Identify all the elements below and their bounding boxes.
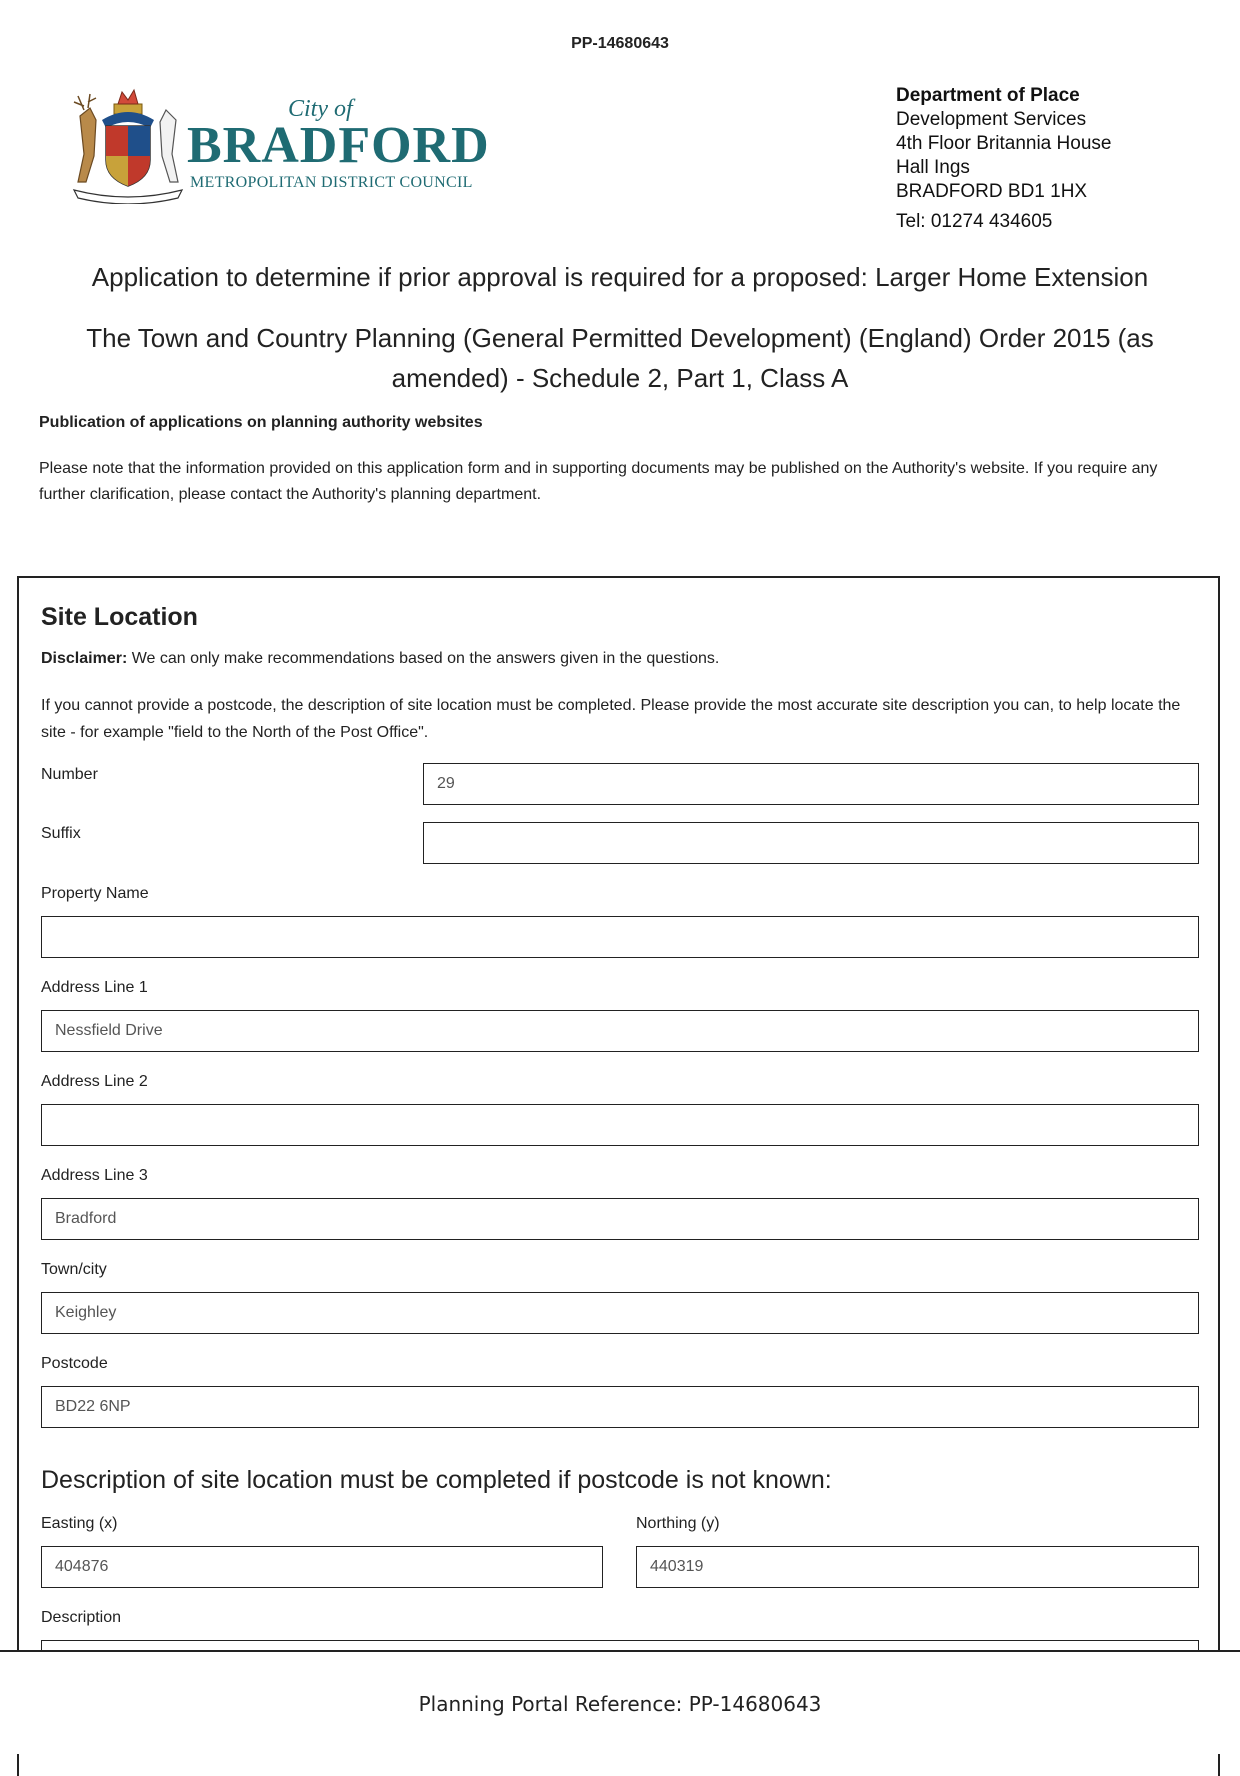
address-line-3-label: Address Line 3 (41, 1167, 148, 1184)
publication-text: Please note that the information provided on this application form and in supporting documents may be published on the Authority's website. If you require any further clarification, please contact the Authority's planning department. (39, 460, 1158, 503)
address-line-2-label: Address Line 2 (41, 1073, 148, 1090)
address-line-1-field[interactable]: Nessfield Drive (41, 1010, 1199, 1052)
address-line: Hall Ings (896, 157, 970, 178)
section-title: Site Location (41, 603, 198, 631)
logo-city-of: City of (288, 96, 353, 122)
footer-reference: Planning Portal Reference: PP-14680643 (418, 1692, 822, 1716)
logo-council: METROPOLITAN DISTRICT COUNCIL (190, 174, 473, 191)
disclaimer-text: We can only make recommendations based on the answers given in the questions. (127, 650, 720, 667)
department-telephone: Tel: 01274 434605 (896, 211, 1053, 232)
address-line: 4th Floor Britannia House (896, 133, 1112, 154)
postcode-field[interactable]: BD22 6NP (41, 1386, 1199, 1428)
description-label: Description (41, 1609, 122, 1626)
number-field[interactable]: 29 (423, 763, 1199, 805)
address-line-3-field[interactable]: Bradford (41, 1198, 1199, 1240)
address-line-2-field[interactable] (41, 1104, 1199, 1146)
town-city-label: Town/city (41, 1261, 107, 1278)
department-address (896, 84, 1111, 234)
bradford-council-logo (72, 86, 490, 206)
northing-field[interactable]: 440319 (636, 1546, 1199, 1588)
postcode-label: Postcode (41, 1355, 108, 1372)
coat-of-arms-icon (72, 86, 184, 204)
site-location-section (17, 576, 1220, 1776)
description-heading: Description of site location must be completed if postcode is not known: (41, 1466, 832, 1494)
address-line: Development Services (896, 109, 1087, 130)
department-name: Department of Place (896, 85, 1080, 106)
legislation-title: The Town and Country Planning (General Permitted Development) (England) Order 2015 (as amended) - Schedule 2, Part 1, Class A (86, 323, 1154, 393)
disclaimer-label: Disclaimer: (41, 650, 128, 667)
publication-heading: Publication of applications on planning authority websites (39, 414, 483, 431)
property-name-field[interactable] (41, 916, 1199, 958)
logo-name: BRADFORD (187, 117, 490, 174)
postcode-note: If you cannot provide a postcode, the description of site location must be completed. Please provide the most accurate site description you can, to help locate the site - for example "field to the North of the Post Office". (41, 697, 1181, 741)
easting-label: Easting (x) (41, 1515, 118, 1532)
easting-field[interactable]: 404876 (41, 1546, 603, 1588)
property-name-label: Property Name (41, 885, 149, 902)
suffix-label: Suffix (41, 825, 81, 842)
document-reference: PP-14680643 (571, 35, 669, 52)
address-line: BRADFORD BD1 1HX (896, 181, 1088, 202)
address-line-1-label: Address Line 1 (41, 979, 148, 996)
northing-label: Northing (y) (636, 1515, 720, 1532)
number-label: Number (41, 766, 98, 783)
disclaimer (41, 650, 719, 668)
suffix-field[interactable] (423, 822, 1199, 864)
application-title: Application to determine if prior approval is required for a proposed: Larger Home Extension (91, 262, 1149, 292)
page-divider (0, 1650, 1240, 1652)
town-city-field[interactable]: Keighley (41, 1292, 1199, 1334)
